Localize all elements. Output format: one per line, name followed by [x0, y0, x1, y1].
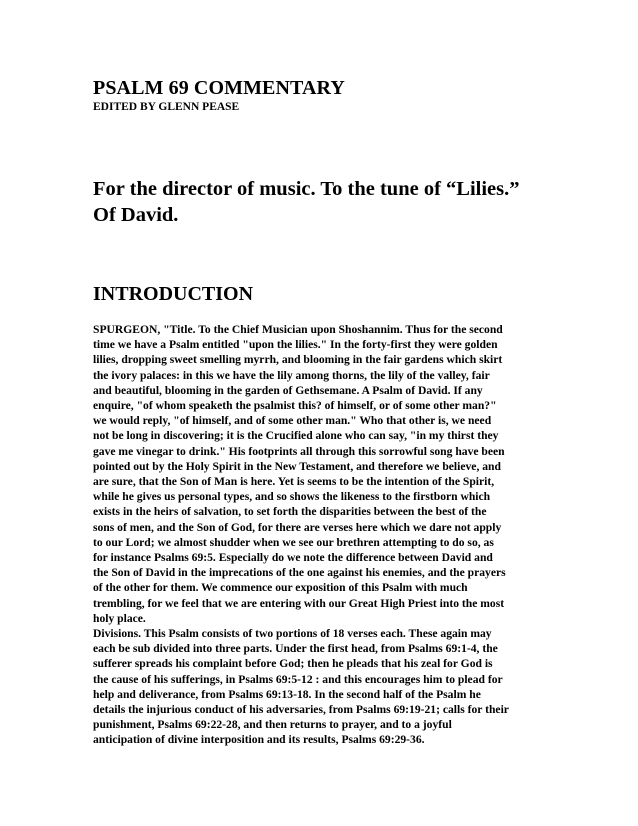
- body-text-line: of the other for them. We commence our exposition of this Psalm with much: [93, 581, 468, 595]
- body-text-line: details the injurious conduct of his adversaries, from Psalms 69:19-21; calls for their: [93, 703, 509, 717]
- introduction-body: [93, 322, 553, 748]
- superscription-line: For the director of music. To the tune of “Lilies.”: [93, 178, 520, 200]
- body-text-line: each be sub divided into three parts. Under the first head, from Psalms 69:1-4, the: [93, 642, 498, 656]
- body-text-line: gave me vinegar to drink." His footprints all through this sorrowful song have been: [93, 444, 505, 458]
- body-text-line: the Son of David in the imprecations of the one against his enemies, and the prayers: [93, 566, 506, 580]
- document-title: PSALM 69 COMMENTARY: [93, 77, 345, 99]
- body-text-line: for instance Psalms 69:5. Especially do we note the difference between David and: [93, 551, 493, 565]
- document-subtitle: EDITED BY GLENN PEASE: [93, 101, 240, 113]
- body-text-line: sons of men, and the Son of God, for there are verses here which we dare not apply: [93, 520, 502, 534]
- body-text-line: lilies, dropping sweet smelling myrrh, and blooming in the fair gardens which skirt: [93, 353, 503, 367]
- body-text-line: help and deliverance, from Psalms 69:13-18. In the second half of the Psalm he: [93, 687, 481, 701]
- body-text-line: the cause of his sufferings, in Psalms 69:5-12 : and this encourages him to plead for: [93, 672, 503, 686]
- body-text-line: while he gives us personal types, and so shows the likeness to the firstborn which: [93, 490, 491, 504]
- body-text-line: we would reply, "of himself, and of some other man." Who that other is, we need: [93, 414, 492, 428]
- body-text-line: to our Lord; we almost shudder when we see our brethren attempting to do so, as: [93, 535, 494, 549]
- body-text-line: anticipation of divine interposition and its results, Psalms 69:29-36.: [93, 733, 425, 747]
- body-text-line: enquire, "of whom speaketh the psalmist this? of himself, or of some other man?": [93, 399, 497, 413]
- body-text-line: time we have a Psalm entitled "upon the lilies." In the forty-first they were golden: [93, 338, 498, 352]
- section-heading-introduction: INTRODUCTION: [93, 283, 254, 305]
- body-text-line: are sure, that the Son of Man is here. Yet is seems to be the intention of the Spirit,: [93, 475, 495, 489]
- body-text-line: trembling, for we feel that we are entering with our Great High Priest into the most: [93, 596, 505, 610]
- body-text-line: holy place.: [93, 611, 146, 625]
- psalm-superscription: [93, 176, 563, 228]
- body-text-line: sufferer spreads his complaint before God; then he pleads that his zeal for God is: [93, 657, 493, 671]
- body-text-line: punishment, Psalms 69:22-28, and then returns to prayer, and to a joyful: [93, 718, 452, 732]
- body-text-line: and beautiful, blooming in the garden of Gethsemane. A Psalm of David. If any: [93, 383, 483, 397]
- body-text-line: not be long in discovering; it is the Crucified alone who can say, "in my thirst they: [93, 429, 499, 443]
- body-text-line: Divisions. This Psalm consists of two portions of 18 verses each. These again may: [93, 627, 492, 641]
- body-text-line: exists in the heirs of salvation, to set forth the disparities between the best of the: [93, 505, 487, 519]
- superscription-line: Of David.: [93, 204, 179, 226]
- body-text-line: pointed out by the Holy Spirit in the New Testament, and therefore we believe, and: [93, 459, 501, 473]
- body-text-line: the ivory palaces: in this we have the lily among thorns, the lily of the valley, fair: [93, 368, 490, 382]
- body-text-line: SPURGEON, "Title. To the Chief Musician upon Shoshannim. Thus for the second: [93, 323, 503, 336]
